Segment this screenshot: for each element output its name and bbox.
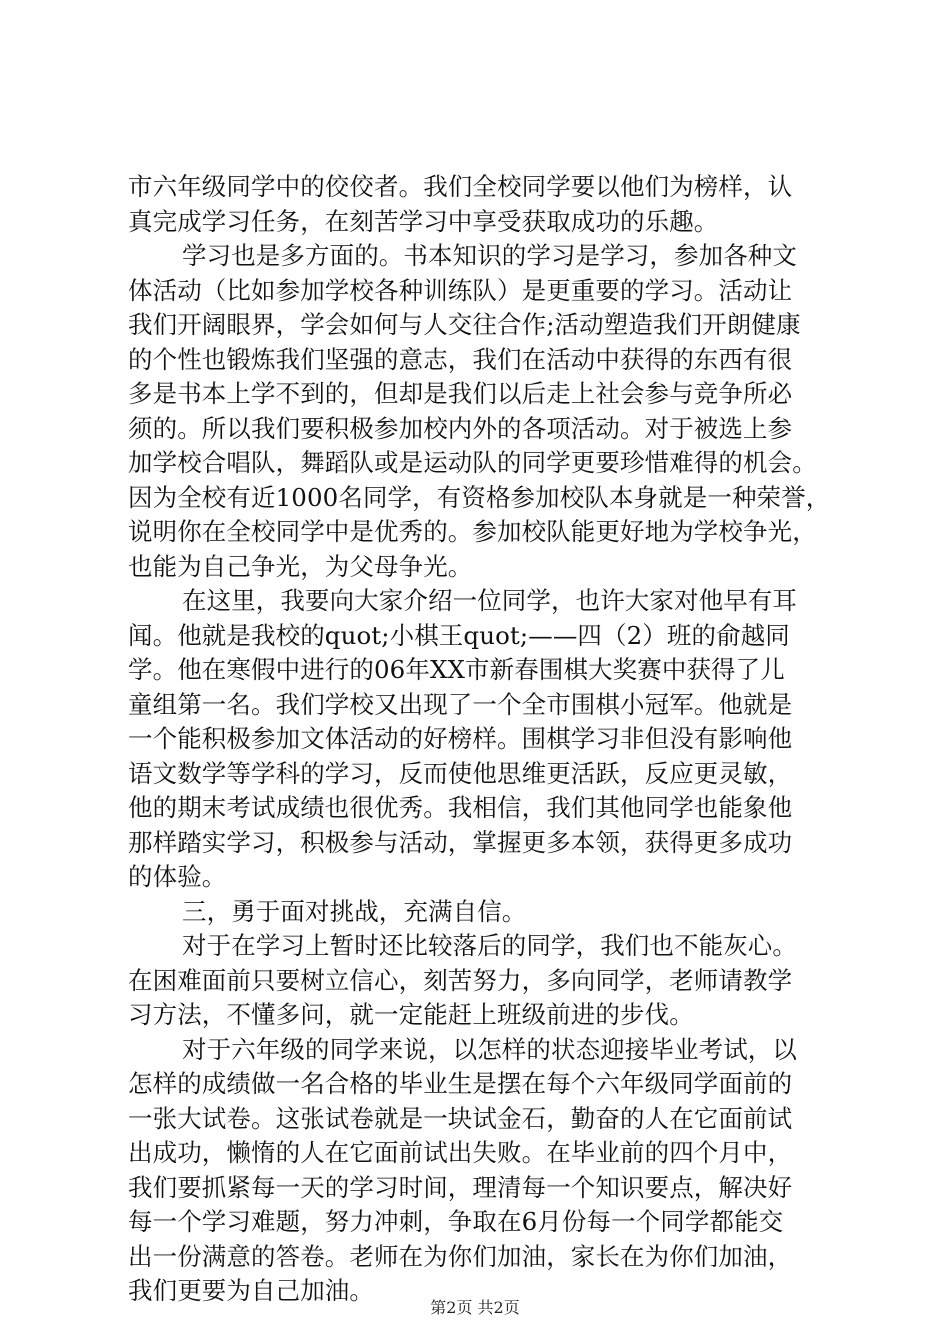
text-line: 在这里，我要向大家介绍一位同学，也许大家对他早有耳 (182, 586, 797, 615)
text-line: 对于在学习上暂时还比较落后的同学，我们也不能灰心。 (182, 931, 797, 960)
text-line: 真完成学习任务，在刻苦学习中享受获取成功的乐趣。 (128, 206, 719, 236)
text-line: 习方法，不懂多问，就一定能赶上班级前进的步伐。 (128, 1000, 694, 1029)
text-line: 三，勇于面对挑战，充满自信。 (182, 896, 527, 926)
text-line: 在困难面前只要树立信心，刻苦努力，多向同学，老师请教学 (128, 965, 793, 995)
text-line: 我们要抓紧每一天的学习时间，理清每一个知识要点，解决好 (128, 1172, 793, 1202)
text-line: 怎样的成绩做一名合格的毕业生是摆在每个六年级同学面前的 (128, 1069, 793, 1098)
text-line: 我们更要为自己加油。 (128, 1276, 374, 1305)
text-line: 出一份满意的答卷。老师在为你们加油，家长在为你们加油， (128, 1241, 793, 1271)
text-line: 也能为自己争光，为父母争光。 (128, 551, 473, 581)
text-line: 出成功，懒惰的人在它面前试出失败。在毕业前的四个月中， (128, 1138, 793, 1167)
text-line: 语文数学等学科的学习，反而使他思维更活跃，反应更灵敏， (128, 758, 793, 788)
text-line: 他的期末考试成绩也很优秀。我相信，我们其他同学也能象他 (128, 793, 793, 822)
text-line: 我们开阔眼界，学会如何与人交往合作;活动塑造我们开朗健康 (128, 310, 801, 339)
text-line: 每一个学习难题，努力冲刺，争取在6月份每一个同学都能交 (128, 1207, 784, 1236)
page-footer: 第2页 共2页 (430, 1298, 520, 1317)
text-line: 闻。他就是我校的quot;小棋王quot;——四（2）班的俞越同 (128, 620, 790, 650)
text-line: 加学校合唱队，舞蹈队或是运动队的同学更要珍惜难得的机会。 (128, 448, 817, 477)
text-line: 多是书本上学不到的，但却是我们以后走上社会参与竞争所必 (128, 379, 793, 408)
text-line: 说明你在全校同学中是优秀的。参加校队能更好地为学校争光， (128, 517, 817, 546)
text-line: 因为全校有近1000名同学，有资格参加校队本身就是一种荣誉， (128, 482, 831, 512)
text-line: 童组第一名。我们学校又出现了一个全市围棋小冠军。他就是 (128, 689, 793, 719)
document-body (128, 170, 848, 1309)
text-line: 学。他在寒假中进行的06年XX市新春围棋大奖赛中获得了儿 (128, 655, 785, 684)
text-line: 那样踏实学习，积极参与活动，掌握更多本领，获得更多成功 (128, 827, 793, 857)
text-line: 体活动（比如参加学校各种训练队）是更重要的学习。活动让 (128, 275, 793, 305)
text-line: 对于六年级的同学来说，以怎样的状态迎接毕业考试，以 (182, 1034, 797, 1064)
text-line: 一个能积极参加文体活动的好榜样。围棋学习非但没有影响他 (128, 724, 793, 753)
text-line: 须的。所以我们要积极参加校内外的各项活动。对于被选上参 (128, 413, 793, 443)
text-line: 市六年级同学中的佼佼者。我们全校同学要以他们为榜样，认 (128, 172, 793, 201)
text-line: 学习也是多方面的。书本知识的学习是学习，参加各种文 (182, 241, 797, 270)
text-line: 的体验。 (128, 862, 227, 891)
text-line: 一张大试卷。这张试卷就是一块试金石，勤奋的人在它面前试 (128, 1103, 793, 1133)
text-line: 的个性也锻炼我们坚强的意志，我们在活动中获得的东西有很 (128, 344, 793, 374)
